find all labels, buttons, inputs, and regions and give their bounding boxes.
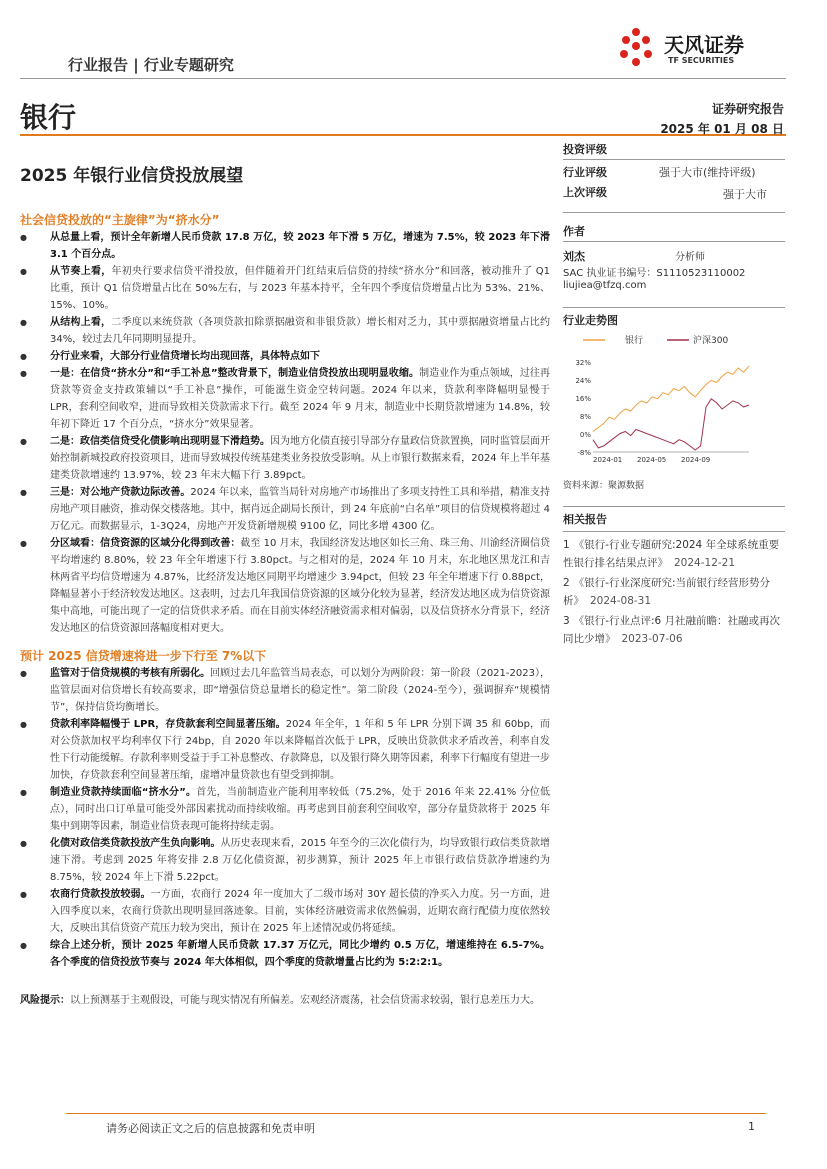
report-date: 2025 年 01 月 08 日 — [660, 122, 784, 136]
bullet-lead: 化债对政信类贷款投放产生负向影响。 — [50, 838, 221, 849]
related-section — [563, 506, 785, 650]
bullet-icon: ● — [20, 233, 27, 242]
chart-background — [563, 330, 785, 470]
y-tick-label: 0% — [579, 431, 591, 439]
x-tick-label: 2024-05 — [637, 456, 667, 464]
bullet-item — [20, 535, 550, 637]
bullet-lead: 贷款利率降幅慢于 LPR，存贷款套利空间显著压缩。 — [50, 719, 286, 730]
bullet-icon: ● — [20, 539, 27, 548]
related-report-title: 《银行-行业点评:6 月社融前瞻：社融或再次同比少增》 — [563, 615, 781, 645]
related-list — [563, 536, 785, 648]
bullet-icon: ● — [20, 788, 27, 797]
bullet-lead: 农商行贷款投放较弱。 — [50, 889, 151, 900]
bullet-text: 因为地方化债直接引导部分存量政信贷款置换，同时监管层面开始控制新城投政府投资项目，进而导致城投传统基建类业务投放受影响。从上市银行数据来看，2024 年上半年基建类贷款增速约 13.97%，较 23 年末大幅下行 3.89pct。 — [50, 436, 550, 481]
related-report-num: 1 — [563, 539, 570, 551]
bullet-icon: ● — [20, 839, 27, 848]
bullet-text: 回顾过去几年监管当局表态，可以划分为两阶段：第一阶段（2021-2023），监管层面对信贷增长有较高要求，即“增强信贷总量增长的稳定性”。第二阶段（2024-至今），强调摒弃“规模情节”，保持信贷均衡增长。 — [50, 668, 550, 713]
prev-rating-row — [563, 184, 785, 202]
sidebar — [563, 141, 785, 333]
bullet-lead: 从总量上看，预计全年新增人民币贷款 17.8 万亿，较 2023 年下滑 5 万亿，增速为 7.5%，较 2023 年下滑 3.1 个百分点。 — [50, 232, 550, 260]
related-report-date: 2024-12-21 — [674, 557, 736, 569]
report-title: 2025 年银行业信贷投放展望 — [20, 166, 244, 186]
bullet-item — [20, 484, 550, 535]
bullet-icon: ● — [20, 267, 27, 276]
company-logo — [612, 24, 792, 74]
related-report-item[interactable] — [563, 574, 785, 610]
bullet-lead: 二是：政信类信贷受化债影响出现明显下滑趋势。 — [50, 436, 270, 447]
legend-label-bank: 银行 — [625, 336, 644, 346]
legend-label-hs300: 沪深300 — [693, 336, 729, 346]
bullet-item — [20, 784, 550, 835]
related-report-num: 2 — [563, 577, 570, 589]
bullet-icon: ● — [20, 369, 27, 378]
risk-label: 风险提示： — [20, 995, 70, 1006]
risk-notice — [20, 992, 550, 1009]
y-tick-label: -8% — [577, 449, 591, 457]
author-role: 分析师 — [675, 252, 705, 263]
bullet-item — [20, 433, 550, 484]
bullet-text: 年初央行要求信贷平滑投放，但伴随着开门红结束后信贷的持续“挤水分”和回落，被动推升了 Q1 比重，预计 Q1 信贷增量占比在 50%左右，与 2023 年基本持平，全年四个季度信贷增量占比为 53%、21%、15%、10%。 — [50, 266, 550, 311]
x-tick-label: 2024-01 — [593, 456, 623, 464]
author-row — [563, 248, 785, 262]
bullet-icon: ● — [20, 318, 27, 327]
related-report-item[interactable] — [563, 536, 785, 572]
bullet-item — [20, 263, 550, 314]
section2-heading: 预计 2025 信贷增速将进一步下行至 7%以下 — [20, 649, 267, 663]
bullet-text: 制造业作为重点领域，过往再贷款等资金支持政策辅以“手工补息”操作，可能滋生资金空转问题。2024 年以来，贷款利率降幅明显慢于 LPR，套利空间收窄，进而导致相关贷款需求下行。截至 2024 年 9 月末，制造业中长期贷款增速为 14.8%，较年初下降近 17 个百分点，“挤水分”效果显著。 — [50, 368, 550, 430]
x-tick-label: 2024-09 — [681, 456, 711, 464]
bullet-text: 从历史表现来看，2015 年至今的三次化债行为，均导致银行政信类贷款增速下滑。考虑到 2025 年将安排 2.8 万亿化债资源，初步测算，预计 2025 年上市银行政信贷款净增速约为 8.75%，较 2024 年上下滑 5.22pct。 — [50, 838, 550, 883]
author-rule — [563, 241, 785, 242]
industry-rating-label: 行业评级 — [563, 166, 607, 179]
bullet-icon: ● — [20, 941, 27, 950]
related-report-title: 《银行-行业专题研究:2024 年全球系统重要性银行排名结果点评》 — [563, 539, 780, 569]
author-sac: SAC 执业证书编号：S1110523110002 — [563, 268, 746, 279]
logo-mark-icon — [612, 24, 660, 72]
bullet-icon: ● — [20, 720, 27, 729]
bullet-icon: ● — [20, 488, 27, 497]
report-type: 证券研究报告 — [711, 102, 784, 116]
bullet-item — [20, 314, 550, 348]
bullet-lead: 三是：对公地产贷款边际改善。 — [50, 487, 191, 498]
bullet-item — [20, 835, 550, 886]
industry-trend-chart — [563, 330, 785, 470]
rating-rule — [563, 159, 785, 160]
bullet-text: 首先，当前制造业产能利用率较低（75.2%，处于 2016 年来 22.41% 分位低点），同时出口订单量可能受外部因素扰动而持续收缩。再考虑到目前套利空间收窄，部分存量贷款将于 2025 年集中到期等因素，制造业信贷表现可能将持续走弱。 — [50, 787, 550, 832]
bullet-icon: ● — [20, 669, 27, 678]
bullet-lead: 一是：在信贷“挤水分”和“手工补息”整改背景下，制造业信贷投放出现明显收缩。 — [50, 368, 420, 379]
author-name: 刘杰 — [563, 250, 585, 263]
bullet-item — [20, 886, 550, 937]
y-tick-label: 32% — [575, 359, 591, 367]
rating-title: 投资评级 — [563, 143, 607, 156]
related-report-title: 《银行-行业深度研究:当前银行经营形势分析》 — [563, 577, 771, 607]
footer-divider — [66, 1113, 766, 1114]
bullet-lead: 分行业来看，大部分行业信贷增长均出现回落，具体特点如下 — [50, 351, 320, 362]
bullet-icon: ● — [20, 890, 27, 899]
bullet-lead: 分区域看：信贷资源的区域分化得到改善： — [50, 538, 241, 549]
bullet-text: 2024 年全年，1 年和 5 年 LPR 分别下调 35 和 60bp，而对公贷款加权平均利率仅下行 24bp，自 2020 年以来降幅首次低于 LPR，反映出贷款供求矛盾改善，利率自发性下行动能缓解。存款利率则受益于手工补息整改、存款降息，以及银行降久期等因素，利率下行幅度有望进一步加快，存贷款套利空间显著压缩，虚增冲量贷款也有望受到抑制。 — [50, 719, 550, 781]
sector-name: 银行 — [20, 101, 77, 134]
related-title: 相关报告 — [563, 513, 607, 526]
bullet-lead: 从节奏上看， — [50, 266, 112, 277]
logo-text-cn: 天风证券 — [664, 33, 744, 57]
logo-text-en: TF SECURITIES — [668, 56, 735, 65]
bullet-item — [20, 348, 550, 365]
section1-body — [20, 229, 550, 637]
chart-title: 行业走势图 — [563, 314, 618, 327]
bullet-icon: ● — [20, 352, 27, 361]
bullet-lead: 监管对于信贷规模的考核有所弱化。 — [50, 668, 211, 679]
report-category: 行业报告 | 行业专题研究 — [68, 56, 234, 74]
bullet-text: 截至 10 月末，我国经济发达地区如长三角、珠三角、川渝经济圈信贷平均增速约 8.80%，较 23 年全年增速下行 3.80pct。与之相对的是，2024 年 10 月末，东北地区黑龙江和吉林两省平均信贷增速为 4.87%，比经济发达地区同期平均增速少 3.94pct，但较 23 年全年增速下行 0.88pct，降幅显著小于经济较发达地区。这表明，过去几年我国信贷资源的区域分化较为显著，经济发达地区成为信贷资源集中高地，可能出现了一定的信贷供求矛盾。而在目前实体经济融资需求相对偏弱，以及信贷挤水分背景下，经济发达地区的信贷资源回落幅度相对更大。 — [50, 538, 550, 634]
related-report-date: 2023-07-06 — [621, 633, 683, 645]
prev-rating-value: 强于大市 — [723, 188, 767, 201]
footer-disclaimer: 请务必阅读正文之后的信息披露和免责申明 — [106, 1122, 315, 1135]
bullet-item — [20, 665, 550, 716]
bullet-lead: 综合上述分析，预计 2025 年新增人民币贷款 17.37 万亿元，同比少增约 0.5 万亿，增速维持在 6.5-7%。各个季度的信贷投放节奏与 2024 年大体相似，四个季度的贷款增量占比约为 5:2:2:1。 — [50, 940, 550, 968]
bullet-text: 一方面，农商行 2024 年一度加大了二级市场对 30Y 超长债的净买入力度。另一方面，进入四季度以来，农商行贷款出现明显回落迹象。目前，实体经济融资需求依然偏弱，近期农商行配债力度依然较大，反映出其信贷资产荒压力较为突出，预计在 2025 年上述情况或仍将延续。 — [50, 889, 550, 934]
industry-rating-row — [563, 164, 785, 182]
bullet-lead: 从结构上看， — [50, 317, 112, 328]
bullet-icon: ● — [20, 437, 27, 446]
page-number: 1 — [748, 1120, 755, 1133]
related-report-num: 3 — [563, 615, 570, 627]
related-report-date: 2024-08-31 — [590, 595, 652, 607]
prev-rating-label: 上次评级 — [563, 186, 607, 199]
author-title: 作者 — [563, 225, 585, 238]
risk-text: 以上预测基于主观假设，可能与现实情况有所偏差。宏观经济震荡，社会信贷需求较弱，银行息差压力大。 — [70, 995, 540, 1006]
bullet-lead: 制造业贷款持续面临“挤水分”。 — [50, 787, 197, 798]
section1-heading: 社会信贷投放的“主旋律”为“挤水分” — [20, 213, 220, 227]
industry-rating-value: 强于大市(维持评级) — [659, 166, 756, 179]
bullet-text: 2024 年以来，监管当局针对房地产市场推出了多项支持性工具和举措，精准支持房地产项目融资，推动保交楼落地。其中，据肖远企副局长预计，到 24 年底前“白名单”项目的信贷规模将超过 4 万亿元。而数据显示，1-3Q24，房地产开发贷新增规模 9100 亿，同比多增 4300 亿。 — [50, 487, 550, 532]
author-email[interactable]: liujiea@tfzq.com — [563, 280, 647, 291]
chart-top-rule — [563, 307, 785, 308]
y-tick-label: 8% — [579, 413, 591, 421]
y-tick-label: 24% — [575, 377, 591, 385]
bullet-item — [20, 937, 550, 971]
header-divider — [20, 78, 786, 79]
bullet-item — [20, 365, 550, 433]
related-rule — [563, 531, 785, 532]
y-tick-label: 16% — [575, 395, 591, 403]
section2-body — [20, 665, 550, 971]
chart-source: 资料来源：聚源数据 — [563, 481, 645, 491]
related-top-rule — [563, 506, 785, 507]
related-report-item[interactable] — [563, 612, 785, 648]
bullet-text: 二季度以来统贷款（各项贷款扣除票据融资和非银贷款）增长相对乏力，其中票据融资增量占比约 34%，较过去几年同期明显提升。 — [50, 317, 550, 345]
bullet-item — [20, 716, 550, 784]
rating-bottom-rule — [563, 212, 785, 213]
bullet-item — [20, 229, 550, 263]
